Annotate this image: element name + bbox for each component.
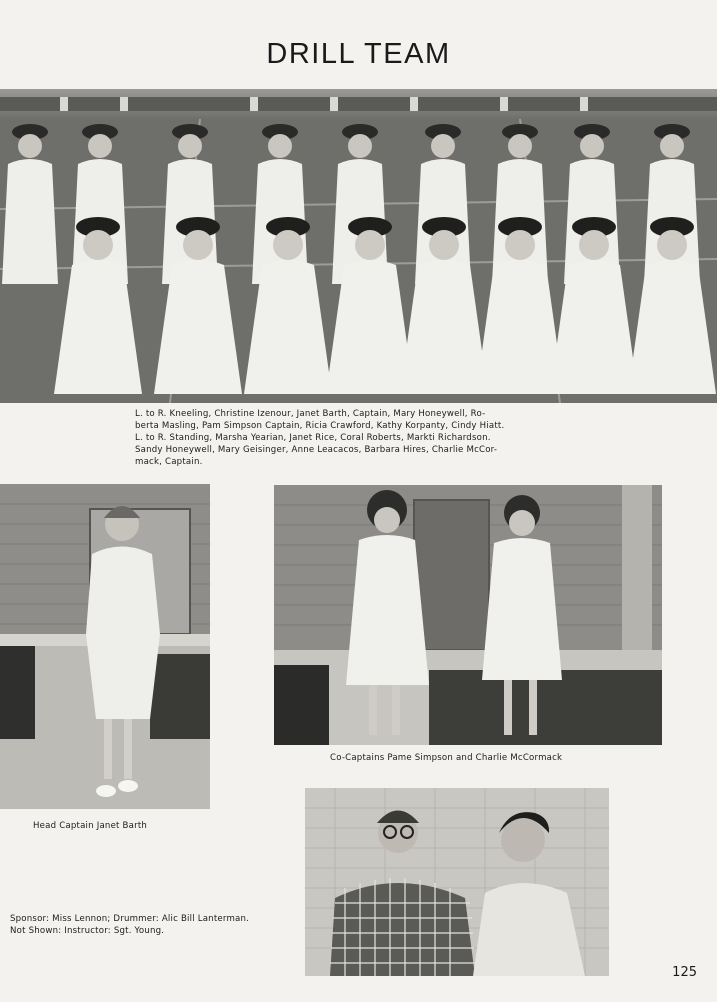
caption-line: Not Shown: Instructor: Sgt. Young. xyxy=(10,926,165,936)
head-captain-caption: Head Captain Janet Barth xyxy=(33,821,148,831)
sponsor-caption xyxy=(10,913,300,937)
co-captains-caption: Co-Captains Pame Simpson and Charlie McCormack xyxy=(330,753,563,763)
head-captain-photo-image xyxy=(0,484,210,809)
head-captain-photo xyxy=(0,484,210,809)
team-photo xyxy=(0,89,717,403)
team-photo-image xyxy=(0,89,717,403)
sponsor-photo-image xyxy=(305,788,609,976)
caption-line: Sponsor: Miss Lennon; Drummer: Alic Bill Lanterman. xyxy=(10,914,250,924)
page-title: DRILL TEAM xyxy=(266,38,451,70)
caption-line: L. to R. Standing, Marsha Yearian, Janet Rice, Coral Roberts, Markti Richardson. xyxy=(135,433,491,443)
page-number: 125 xyxy=(672,965,697,980)
caption-line: Sandy Honeywell, Mary Geisinger, Anne Leacacos, Barbara Hires, Charlie McCor- xyxy=(135,445,498,455)
co-captains-photo-image xyxy=(274,485,662,745)
caption-line: berta Masling, Pam Simpson Captain, Ricia Crawford, Kathy Korpanty, Cindy Hiatt. xyxy=(135,421,505,431)
caption-line: mack, Captain. xyxy=(135,457,203,467)
sponsor-photo xyxy=(305,788,609,976)
caption-line: L. to R. Kneeling, Christine Izenour, Janet Barth, Captain, Mary Honeywell, Ro- xyxy=(135,409,486,419)
co-captains-photo xyxy=(274,485,662,745)
team-photo-caption xyxy=(135,408,575,468)
